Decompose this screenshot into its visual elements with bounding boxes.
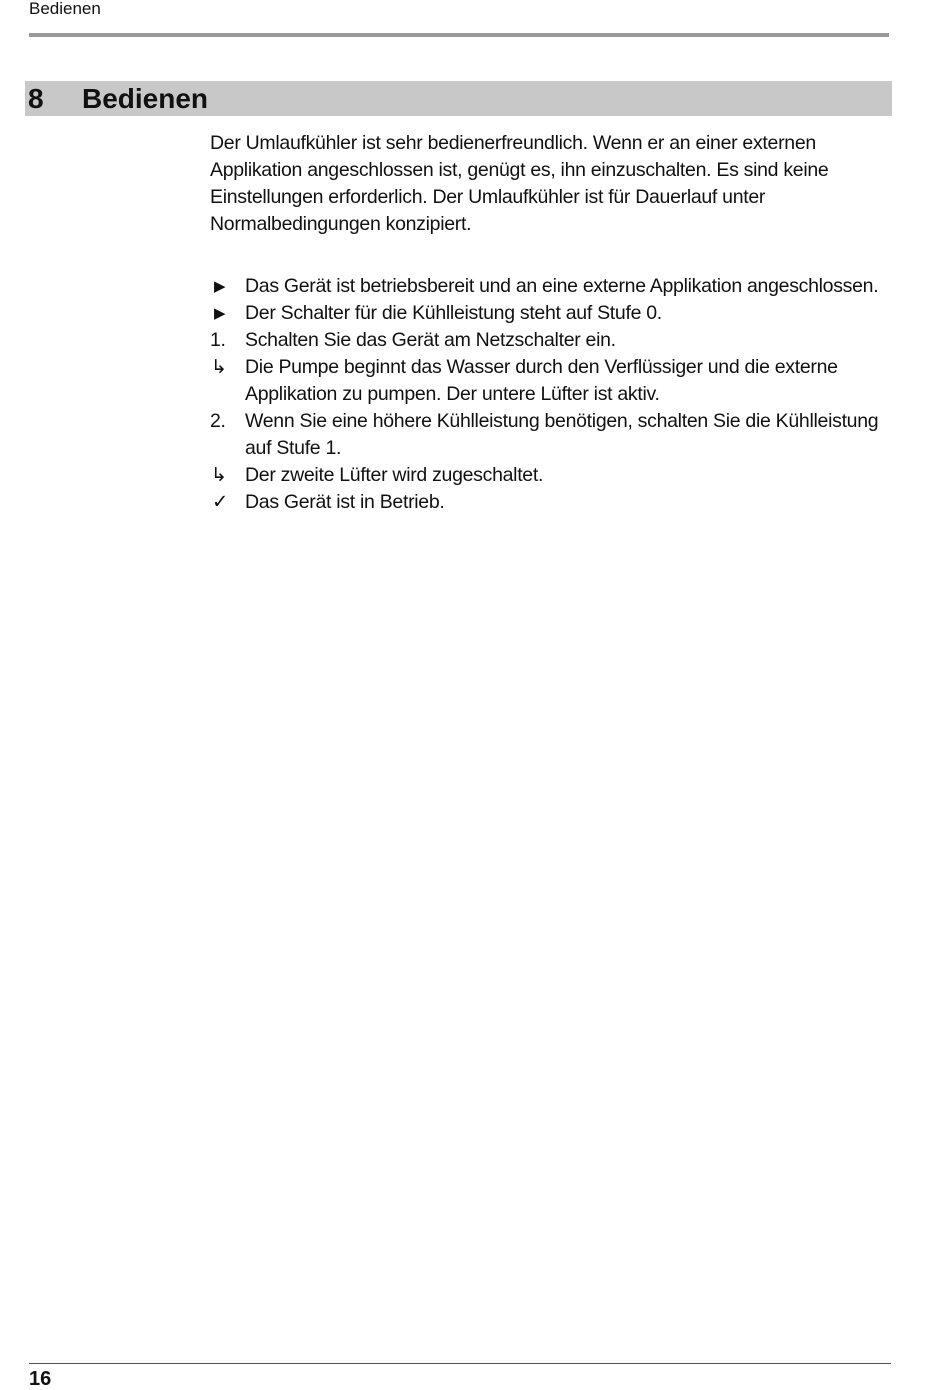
prerequisite-triangle-icon: ▶ bbox=[214, 278, 226, 295]
step-text: Die Pumpe beginnt das Wasser durch den Verflüssiger und die externe Applikation zu pumpen. Der untere Lüfter ist aktiv. bbox=[245, 356, 838, 405]
chapter-title: Bedienen bbox=[82, 83, 209, 114]
check-icon: ✓ bbox=[212, 491, 229, 513]
chapter-number: 8 bbox=[28, 83, 44, 114]
prerequisite-item bbox=[210, 300, 890, 327]
result-arrow-icon: ↳ bbox=[211, 465, 227, 486]
step-text: Das Gerät ist in Betrieb. bbox=[245, 491, 445, 513]
action-step bbox=[210, 408, 890, 462]
step-text: Wenn Sie eine höhere Kühlleistung benötigen, schalten Sie die Kühlleistung auf Stufe 1. bbox=[245, 410, 879, 459]
prerequisite-item bbox=[210, 273, 890, 300]
result-item bbox=[210, 354, 890, 408]
instruction-list bbox=[210, 273, 890, 516]
step-text: Schalten Sie das Gerät am Netzschalter ein. bbox=[245, 329, 616, 351]
step-text: Der zweite Lüfter wird zugeschaltet. bbox=[245, 464, 544, 486]
intro-paragraph: Der Umlaufkühler ist sehr bedienerfreundlich. Wenn er an einer externen Applikation angeschlossen ist, genügt es, ihn einzuschalten. Es sind keine Einstellungen erforderlich. Der Umlaufkühler ist für Dauerlauf unter Normalbedingungen konzipiert. bbox=[210, 132, 829, 235]
result-item bbox=[210, 462, 890, 489]
result-arrow-icon: ↳ bbox=[211, 357, 227, 378]
step-number: 2. bbox=[210, 410, 226, 432]
step-text: Das Gerät ist betriebsbereit und an eine externe Applikation angeschlossen. bbox=[245, 275, 879, 297]
header-divider bbox=[29, 33, 889, 37]
final-result-item bbox=[210, 489, 890, 516]
chapter-heading bbox=[25, 81, 892, 116]
step-number: 1. bbox=[210, 329, 226, 351]
step-text: Der Schalter für die Kühlleistung steht auf Stufe 0. bbox=[245, 302, 662, 324]
running-header: Bedienen bbox=[29, 0, 101, 18]
footer-divider bbox=[29, 1363, 891, 1364]
action-step bbox=[210, 327, 890, 354]
chapter-body bbox=[210, 130, 890, 516]
page-number: 16 bbox=[29, 1368, 52, 1390]
prerequisite-triangle-icon: ▶ bbox=[214, 305, 226, 322]
